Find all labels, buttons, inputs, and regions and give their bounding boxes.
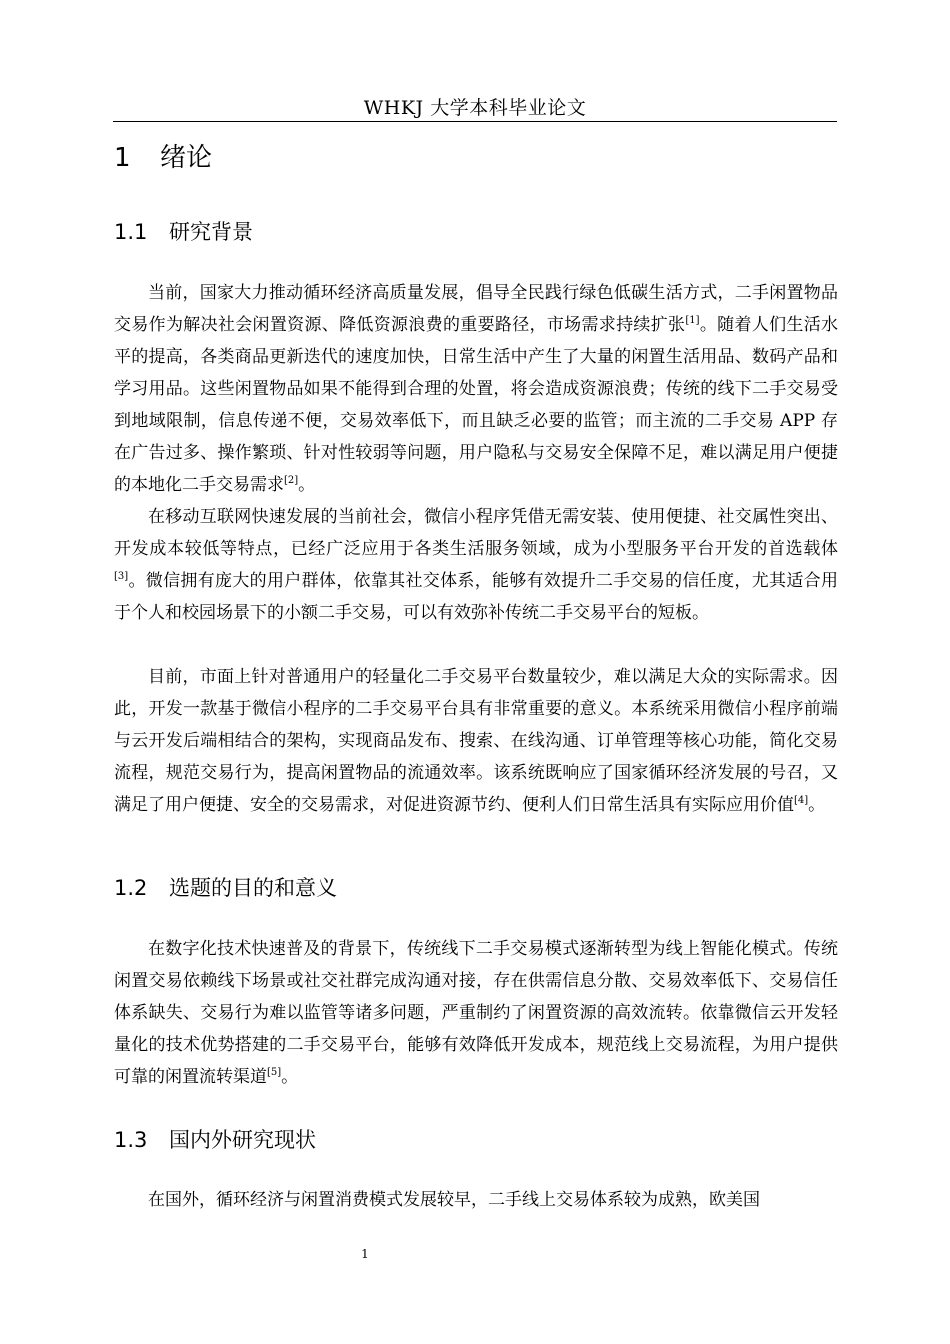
paragraph: 当前，国家大力推动循环经济高质量发展，倡导全民践行绿色低碳生活方式，二手闲置物品交易作为解决社会闲置资源、降低资源浪费的重要路径，市场需求持续扩张[1]。随着人们生活水平的提高，各类商品更新迭代的速度加快，日常生活中产生了大量的闲置生活用品、数码产品和学习用品。这些闲置物品如果不能得到合理的处置，将会造成资源浪费；传统的线下二手交易受到地域限制，信息传递不便，交易效率低下，而且缺乏必要的监管；而主流的二手交易 APP 存在广告过多、操作繁琐、针对性较弱等问题，用户隐私与交易安全保障不足，难以满足用户便捷的本地化二手交易需求[2]。 bbox=[114, 283, 839, 495]
paragraph: 在数字化技术快速普及的背景下，传统线下二手交易模式逐渐转型为线上智能化模式。传统闲置交易依赖线下场景或社交社群完成沟通对接，存在供需信息分散、交易效率低下、交易信任体系缺失、交易行为难以监管等诸多问题，严重制约了闲置资源的高效流转。依靠微信云开发轻量化的技术优势搭建的二手交易平台，能够有效降低开发成本，规范线上交易流程，为用户提供可靠的闲置流转渠道[5]。 bbox=[114, 939, 838, 1087]
citation[interactable]: [1] bbox=[685, 315, 700, 326]
chapter-title: 绪论 bbox=[160, 143, 213, 173]
header-rule bbox=[113, 121, 837, 122]
running-header: WHKJ 大学本科毕业论文 bbox=[363, 97, 587, 119]
paragraph: 在移动互联网快速发展的当前社会，微信小程序凭借无需安装、使用便捷、社交属性突出、开发成本较低等特点，已经广泛应用于各类生活服务领域，成为小型服务平台开发的首选载体[3]。微信拥有庞大的用户群体，依靠其社交体系，能够有效提升二手交易的信任度，尤其适合用于个人和校园场景下的小额二手交易，可以有效弥补传统二手交易平台的短板。 bbox=[114, 507, 838, 623]
section-number: 1.3 bbox=[114, 1128, 148, 1152]
section-number: 1.2 bbox=[114, 876, 148, 900]
section-title: 选题的目的和意义 bbox=[169, 876, 337, 900]
citation[interactable]: [2] bbox=[284, 475, 299, 486]
section-title: 国内外研究现状 bbox=[169, 1128, 316, 1152]
section-title: 研究背景 bbox=[169, 220, 253, 244]
citation[interactable]: [3] bbox=[114, 571, 129, 582]
section-heading-1-1 bbox=[114, 218, 253, 246]
section-number: 1.1 bbox=[114, 220, 148, 244]
chapter-heading bbox=[114, 142, 212, 174]
section-heading-1-3 bbox=[114, 1126, 316, 1154]
paragraph: 目前，市面上针对普通用户的轻量化二手交易平台数量较少，难以满足大众的实际需求。因此，开发一款基于微信小程序的二手交易平台具有非常重要的意义。本系统采用微信小程序前端与云开发后端相结合的架构，实现商品发布、搜索、在线沟通、订单管理等核心功能，简化交易流程，规范交易行为，提高闲置物品的流通效率。该系统既响应了国家循环经济发展的号召，又满足了用户便捷、安全的交易需求，对促进资源节约、便利人们日常生活具有实际应用价值[4]。 bbox=[114, 667, 838, 815]
page-number: 1 bbox=[361, 1247, 369, 1261]
paragraph: 在国外，循环经济与闲置消费模式发展较早，二手线上交易体系较为成熟，欧美国 bbox=[148, 1190, 760, 1210]
citation[interactable]: [5] bbox=[267, 1067, 282, 1078]
section-heading-1-2 bbox=[114, 874, 337, 902]
citation[interactable]: [4] bbox=[794, 795, 809, 806]
chapter-number: 1 bbox=[114, 143, 131, 173]
